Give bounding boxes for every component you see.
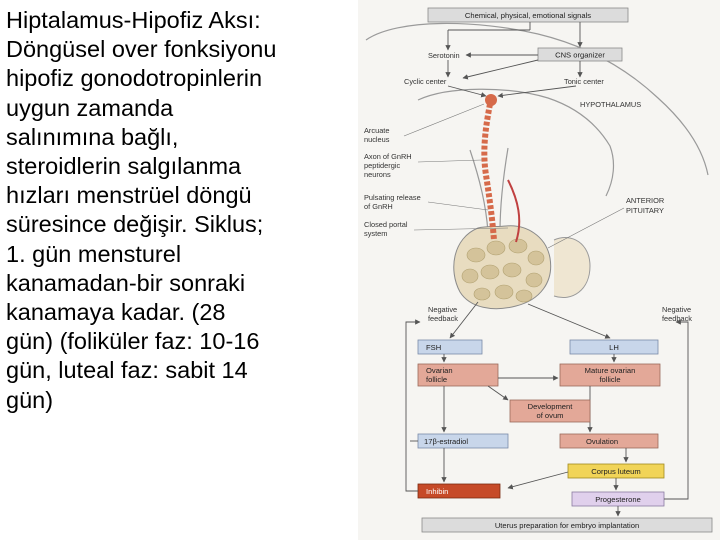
ovarian-label-1: Ovarian	[426, 366, 453, 375]
development-label-1: Development	[527, 402, 573, 411]
hpo-axis-diagram	[358, 0, 720, 540]
gnrh-neuron-body	[485, 94, 497, 106]
fsh-label: FSH	[426, 343, 442, 352]
hypothalamus-label: HYPOTHALAMUS	[580, 100, 642, 109]
text-line: Döngüsel over fonksiyonu	[6, 36, 277, 63]
pulsating-label-1: Pulsating release	[364, 193, 421, 202]
cyclic-center-label: Cyclic center	[404, 77, 447, 86]
posterior-pituitary-shape	[554, 238, 590, 298]
text-line: kanamadan-bir sonraki	[6, 269, 246, 296]
tonic-center-label: Tonic center	[564, 77, 604, 86]
arrow	[463, 60, 538, 78]
axon-label-3: neurons	[364, 170, 391, 179]
corpus-label: Corpus luteum	[591, 467, 641, 476]
mature-label-2: follicle	[599, 375, 621, 384]
ovulation-label: Ovulation	[586, 437, 619, 446]
text-line: gün)	[6, 386, 54, 413]
text-line: steroidlerin salgılanma	[6, 153, 242, 180]
arcuate-label-2: nucleus	[364, 135, 390, 144]
mature-label-1: Mature ovarian	[584, 366, 636, 375]
arrow	[508, 472, 568, 488]
anterior-label-2: PITUITARY	[626, 206, 664, 215]
cns-label: CNS organizer	[555, 50, 605, 60]
estradiol-label: 17β-estradiol	[424, 437, 469, 446]
text-line: hızları menstrüel döngü	[6, 182, 252, 209]
brain-outline	[366, 23, 708, 175]
text-line: gün, luteal faz: sabit 14	[6, 357, 248, 384]
leader-line	[404, 104, 484, 136]
inhibin-label: Inhibin	[426, 487, 449, 496]
serotonin-label: Serotonin	[428, 51, 460, 60]
arrow	[528, 304, 610, 338]
anterior-label-1: ANTERIOR	[626, 196, 665, 205]
arrow	[488, 386, 508, 400]
neg-feedback-left-2: feedback	[428, 314, 458, 323]
axon-label-1: Axon of GnRH	[364, 152, 412, 161]
portal-label-2: system	[364, 229, 388, 238]
pulsating-label-2: of GnRH	[364, 202, 393, 211]
text-line: Hiptalamus-Hipofiz Aksı:	[6, 7, 261, 33]
axon-label-2: peptidergic	[364, 161, 401, 170]
text-line: gün) (foliküler faz: 10-16	[6, 328, 260, 355]
ovarian-label-2: follicle	[426, 375, 448, 384]
gnrh-neuron-axon	[484, 104, 494, 240]
lh-label: LH	[609, 343, 619, 352]
text-line: salınımına bağlı,	[6, 123, 179, 150]
progesterone-label: Progesterone	[595, 495, 641, 504]
neg-feedback-right-2: feedback	[662, 314, 692, 323]
text-line: süresince değişir. Siklus;	[6, 211, 264, 238]
slide-text	[6, 6, 356, 415]
arcuate-label-1: Arcuate	[364, 126, 390, 135]
neg-feedback-left-1: Negative	[428, 305, 458, 314]
development-label-2: of ovum	[536, 411, 564, 420]
hpo-axis-figure	[358, 0, 720, 540]
neg-feedback-right-1: Negative	[662, 305, 692, 314]
text-line: kanamaya kadar. (28	[6, 299, 226, 326]
uterus-label: Uterus preparation for embryo implantation	[494, 521, 640, 530]
leader-line	[428, 202, 488, 210]
leader-line	[418, 160, 482, 162]
text-line: 1. gün mensturel	[6, 240, 182, 267]
text-line: hipofiz gonodotropinlerin	[6, 65, 263, 92]
signals-label: Chemical, physical, emotional signals	[464, 11, 592, 20]
leader-line	[548, 208, 624, 248]
feedback-right-loop	[664, 322, 688, 499]
text-line: uygun zamanda	[6, 94, 174, 121]
portal-label-1: Closed portal	[364, 220, 408, 229]
